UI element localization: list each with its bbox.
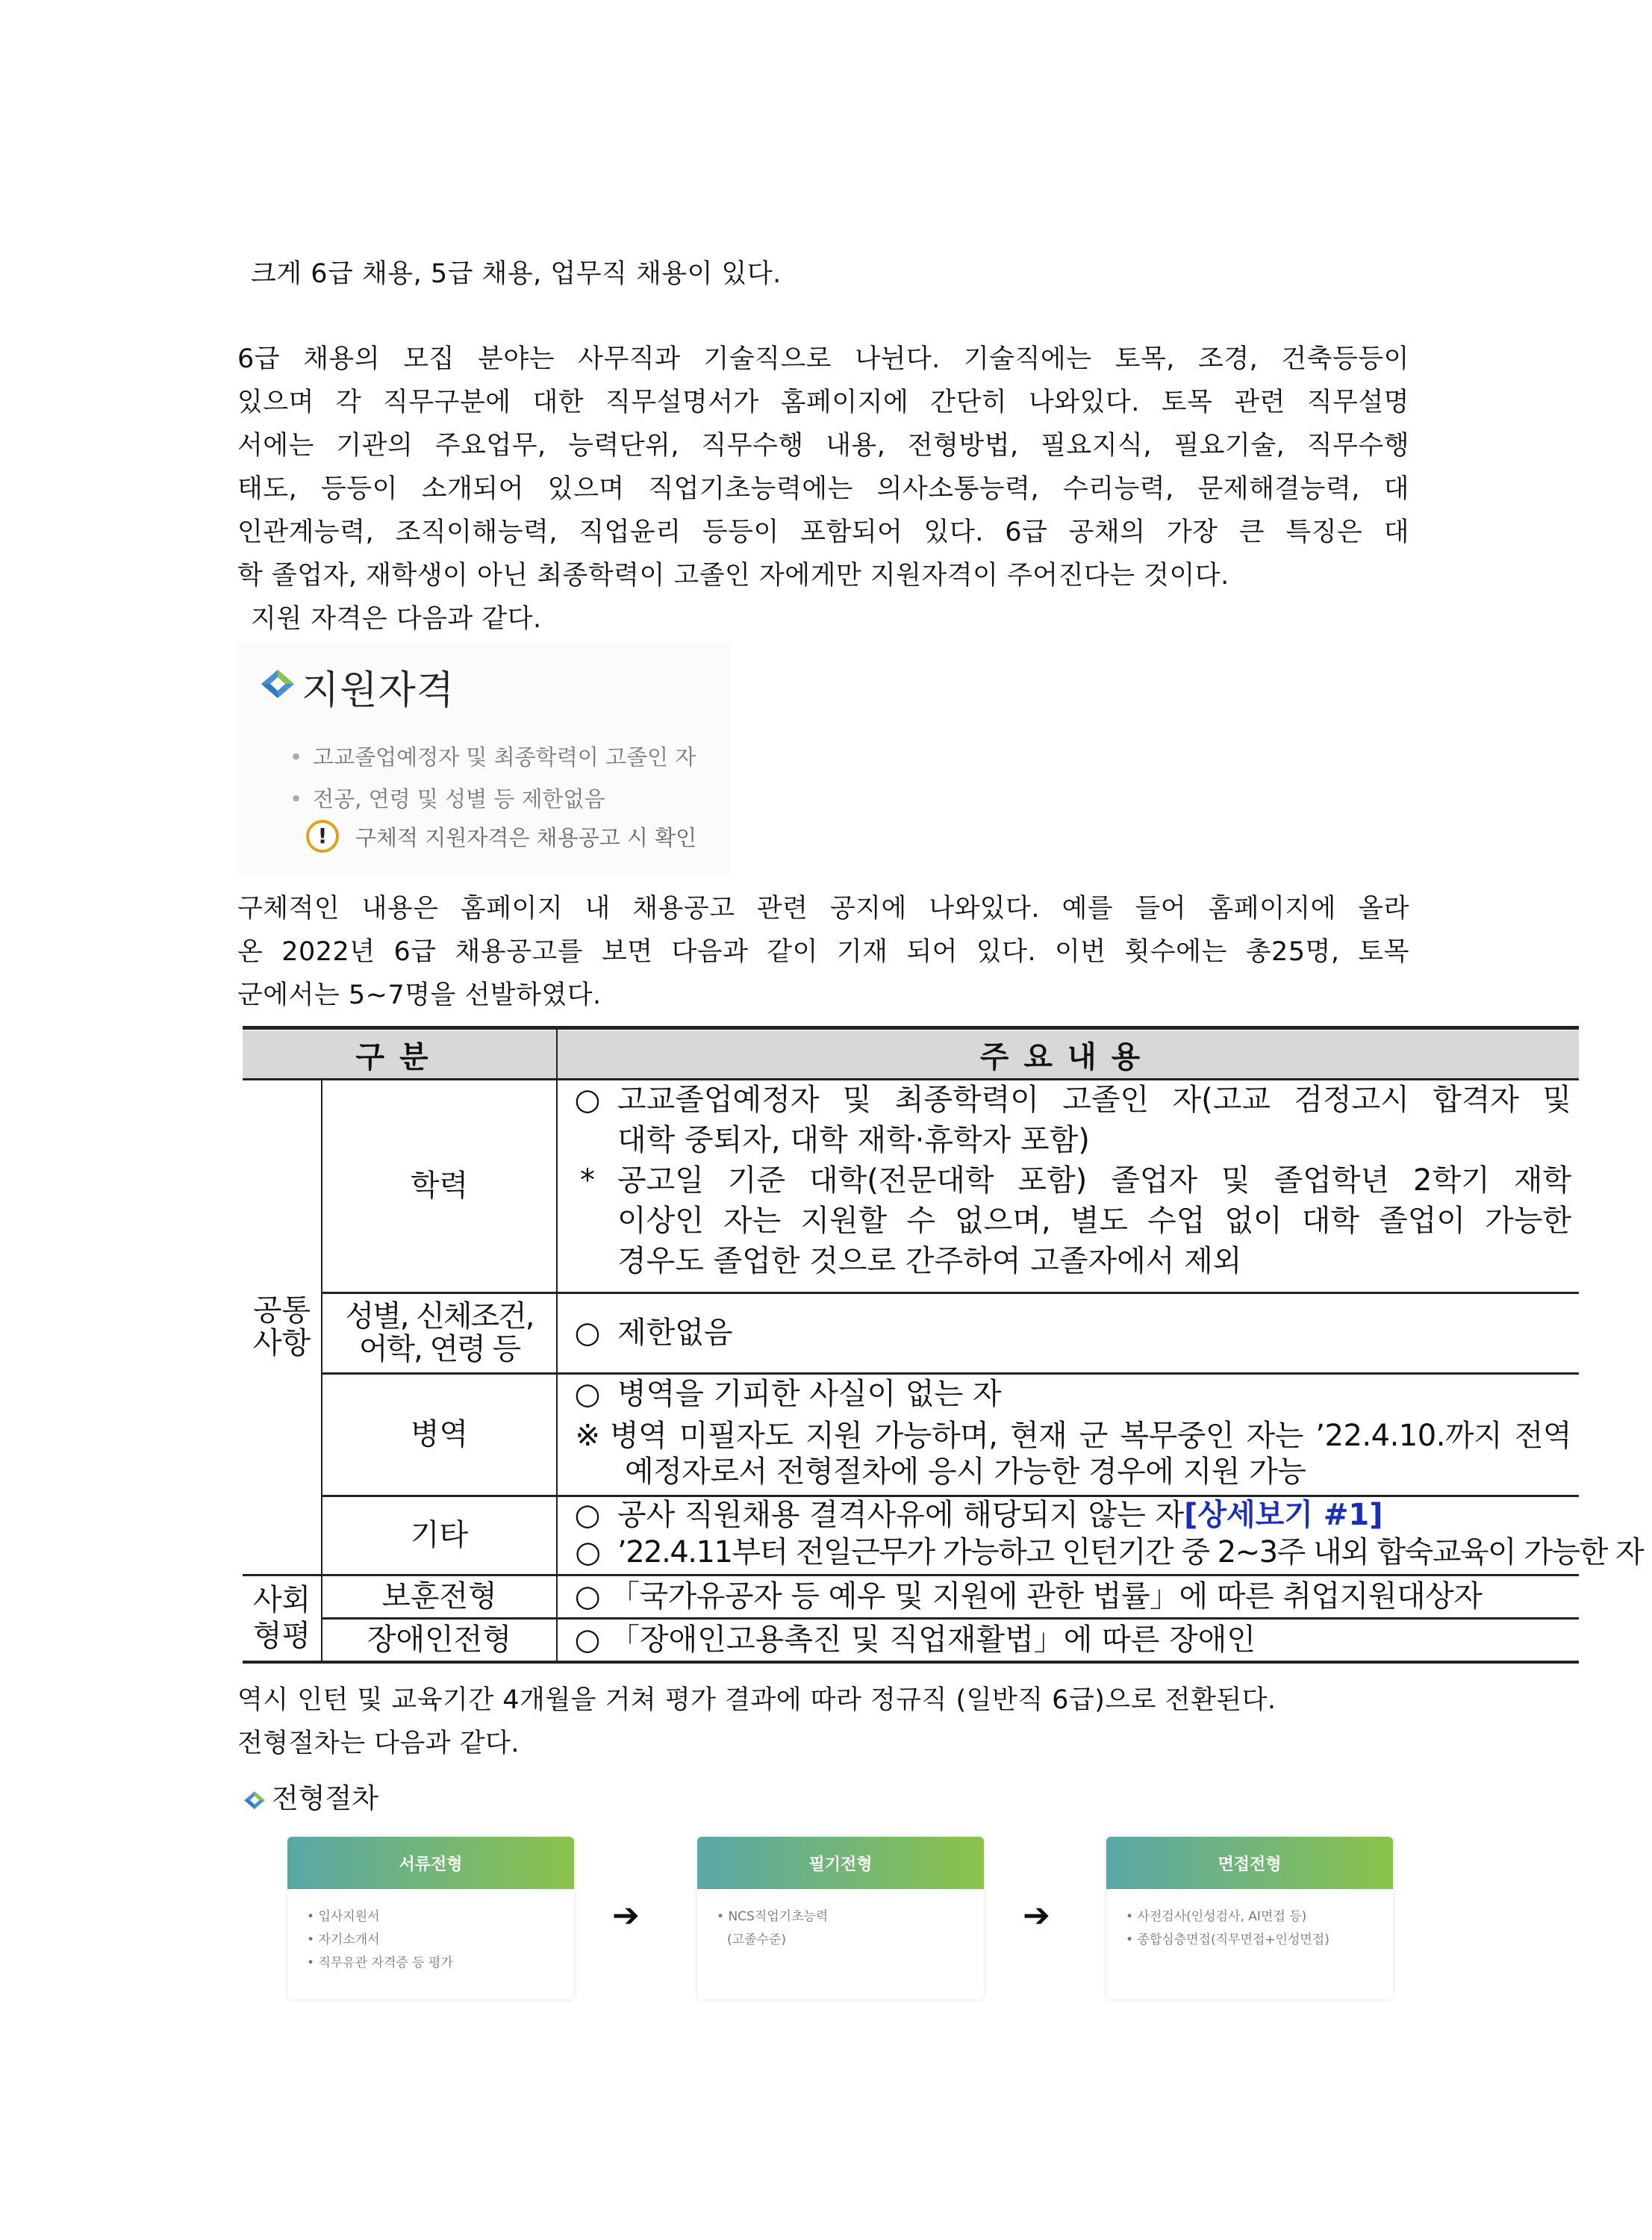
- text-line: 역시 인턴 및 교육기간 4개월을 거쳐 평가 결과에 따라 정규직 (일반직 6급)으로 전환된다.: [237, 1685, 1277, 1715]
- step-item: • 직무유관 자격증 등 평가: [307, 1956, 453, 1970]
- text-line: 구체적인 내용은 홈페이지 내 채용공고 관련 공지에 나와있다. 예를 들어 홈페이지에 올라: [237, 894, 1409, 924]
- content-etc: ○ 공사 직원채용 결격사유에 해당되지 않는 자[상세보기 #1] ○ ’22.4.11부터 전일근무가 가능하고 인턴기간 중 2~3주 내외 합숙교육이 가능한 자: [574, 1498, 1644, 1569]
- step-item: • 입사지원서: [307, 1909, 380, 1924]
- paragraph-1: [237, 337, 1409, 641]
- step-item: • 종합심층면접(직무면접+인성면접): [1126, 1932, 1330, 1947]
- content-education: ○ 고교졸업예정자 및 최종학력이 고졸인 자(고교 검정고시 합격자 및 대학 중퇴자, 대학 재학·휴학자 포함) * 공고일 기준 대학(전문대학 포함) 졸업자 및 졸업학년 2학기 재학 이상인 자는 지원할 수 없으며, 별도 수업 없이 대학 졸업이 가능한 경우도 졸업한 것으로 간주하여 고졸자에서 제외: [574, 1083, 1571, 1278]
- process-title: 전형절차: [243, 1776, 378, 1816]
- step-item: • NCS직업기초능력 (고졸수준): [717, 1909, 829, 1947]
- arrow-right-icon: ➔: [612, 1897, 640, 1935]
- header-category: 구분: [243, 1030, 556, 1078]
- paragraph-2: [237, 887, 1409, 1017]
- qualification-title: 지원자격: [302, 668, 455, 713]
- text-line: 있으며 각 직무구분에 대한 직무설명서가 홈페이지에 간단히 나와있다. 토목 관련 직무설명: [237, 388, 1409, 417]
- qualification-panel: [237, 642, 730, 874]
- label-disabled: 장애인전형: [367, 1623, 512, 1657]
- text-line: 군에서는 5~7명을 선발하였다.: [237, 980, 602, 1010]
- text-line: 학 졸업자, 재학생이 아닌 최종학력이 고졸인 자에게만 지원자격이 주어진다는 것이다.: [237, 561, 1229, 591]
- process-step-document: [287, 1837, 574, 2000]
- text-line: 지원 자격은 다음과 같다.: [251, 604, 542, 634]
- detail-link[interactable]: [상세보기 #1]: [1184, 1498, 1383, 1532]
- diamond-logo-icon: [243, 1790, 266, 1811]
- arrow-right-icon: ➔: [1023, 1897, 1050, 1935]
- content-military: ○ 병역을 기피한 사실이 없는 자 ※ 병역 미필자도 지원 가능하며, 현재 군 복무중인 자는 ’22.4.10.까지 전역 예정자로서 전형절차에 응시 가능한 경우에 지원 가능: [574, 1377, 1571, 1489]
- header-content: 주요내용: [556, 1030, 1579, 1078]
- label-military: 병역: [410, 1417, 469, 1452]
- process-step-interview: [1106, 1837, 1393, 2000]
- paragraph-3: [237, 1679, 1402, 1765]
- step-title: 서류전형: [287, 1837, 574, 1889]
- step-item: • 자기소개서: [307, 1932, 380, 1947]
- warning-icon: !: [306, 820, 339, 853]
- group-social: 사회 형평: [252, 1583, 311, 1653]
- requirements-table: [243, 1026, 1644, 1663]
- text-line: 서에는 기관의 주요업무, 능력단위, 직무수행 내용, 전형방법, 필요지식, 필요기술, 직무수행: [237, 431, 1409, 461]
- label-gender: 성별, 신체조건, 어학, 연령 등: [345, 1299, 534, 1366]
- text-line: 태도, 등등이 소개되어 있으며 직업기초능력에는 의사소통능력, 수리능력, 문제해결능력, 대: [237, 474, 1409, 504]
- step-title: 필기전형: [697, 1837, 984, 1889]
- text-line: 전형절차는 다음과 같다.: [237, 1729, 520, 1758]
- text-line: 인관계능력, 조직이해능력, 직업윤리 등등이 포함되어 있다. 6급 공채의 가장 큰 특징은 대: [237, 517, 1409, 547]
- content-gender: ○ 제한없음: [574, 1316, 733, 1350]
- label-etc: 기타: [410, 1518, 469, 1552]
- group-common: 공통 사항: [252, 1293, 311, 1360]
- content-veteran: ○ 「국가유공자 등 예우 및 지원에 관한 법률」에 따른 취업지원대상자: [574, 1579, 1483, 1614]
- label-veteran: 보훈전형: [381, 1579, 497, 1614]
- label-education: 학력: [410, 1169, 469, 1203]
- step-item: • 사전검사(인성검사, AI면접 등): [1126, 1909, 1307, 1924]
- qualification-item: • 전공, 연령 및 성별 등 제한없음: [290, 786, 605, 812]
- text-line: 6급 채용의 모집 분야는 사무직과 기술직으로 나뉜다. 기술직에는 토목, 조경, 건축등등이: [237, 344, 1409, 374]
- intro-text: 크게 6급 채용, 5급 채용, 업무직 채용이 있다.: [251, 259, 782, 289]
- qualification-item: • 고교졸업예정자 및 최종학력이 고졸인 자: [290, 744, 696, 770]
- process-step-written: [697, 1837, 984, 2000]
- step-title: 면접전형: [1106, 1837, 1393, 1889]
- content-disabled: ○ 「장애인고용촉진 및 직업재활법」에 따른 장애인: [574, 1623, 1256, 1657]
- qualification-note: 구체적 지원자격은 채용공고 시 확인: [355, 825, 697, 850]
- text-line: 온 2022년 6급 채용공고를 보면 다음과 같이 기재 되어 있다. 이번 횟수에는 총25명, 토목: [237, 937, 1409, 967]
- diamond-logo-icon: [260, 668, 296, 700]
